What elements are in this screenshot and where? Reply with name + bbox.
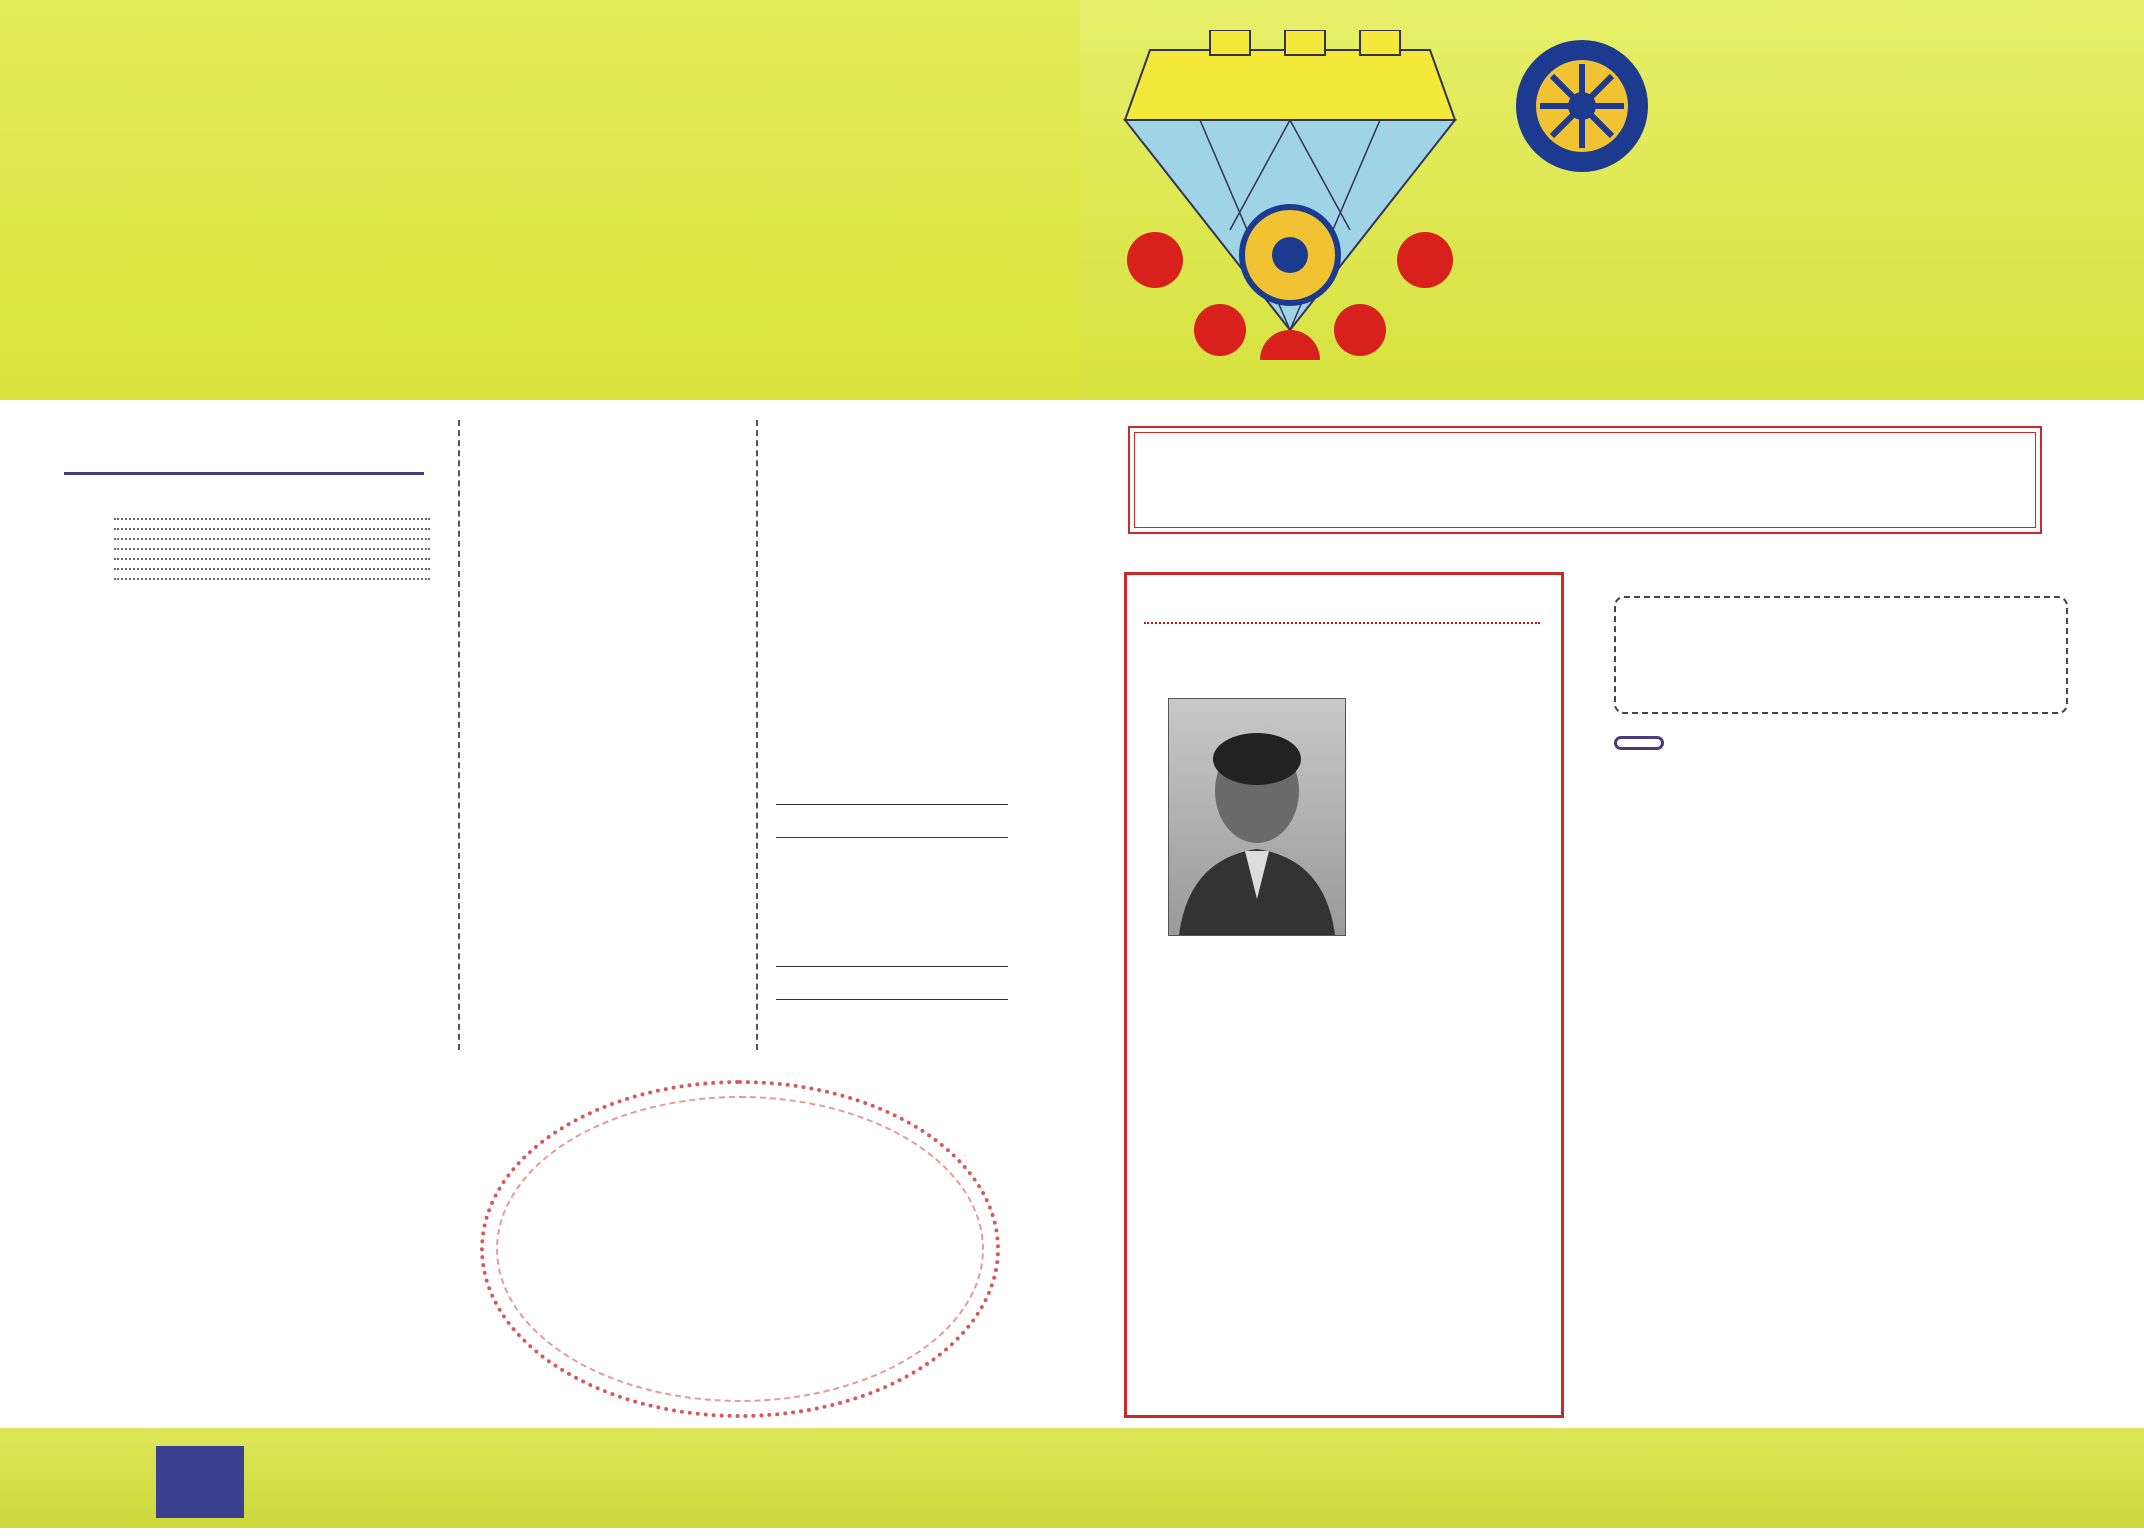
general-total xyxy=(776,837,1008,870)
donation-row xyxy=(800,612,1008,644)
donation-row xyxy=(524,930,740,962)
footer-band-right xyxy=(1080,1428,2144,1528)
birthday-doily xyxy=(480,1080,1000,1418)
donation-row xyxy=(800,934,1008,966)
donations-column xyxy=(480,418,740,962)
attendance-dots xyxy=(114,528,430,530)
donation-row xyxy=(524,610,740,642)
general-donations-list-2 xyxy=(776,420,1008,804)
member-portrait-icon xyxy=(1169,699,1345,935)
donation-row xyxy=(800,452,1008,484)
column-divider xyxy=(458,420,460,1050)
attendance-list xyxy=(64,518,434,588)
attendance-dots xyxy=(114,568,430,570)
auction-total xyxy=(480,418,740,450)
donations-column-2 xyxy=(776,420,1008,1032)
banner-inner-border xyxy=(1134,432,2036,528)
donation-row xyxy=(800,548,1008,580)
donation-row xyxy=(800,676,1008,708)
donation-row xyxy=(524,674,740,706)
shared-total xyxy=(776,999,1008,1032)
donation-row xyxy=(524,450,740,482)
donation-row xyxy=(524,802,740,834)
header-band-left xyxy=(0,0,1080,400)
donation-row xyxy=(800,644,1008,676)
slogan-rule xyxy=(1144,622,1540,624)
rotary-wheel-icon xyxy=(1512,36,1652,176)
attendance-row xyxy=(110,568,434,578)
donation-row xyxy=(800,708,1008,740)
general-donations-list xyxy=(480,450,740,962)
diamond-logo xyxy=(1110,30,1470,360)
fellowship-box xyxy=(1614,596,2068,714)
minutes-title xyxy=(1614,736,1664,750)
donation-row xyxy=(800,484,1008,516)
attendance-row xyxy=(110,578,434,588)
attendance-row xyxy=(110,558,434,568)
attendance-dots xyxy=(114,538,430,540)
attendance-dots xyxy=(114,558,430,560)
doily-inner-ring xyxy=(496,1096,984,1402)
general-subtotal xyxy=(776,804,1008,837)
celebrate-rotary-logo xyxy=(156,1446,244,1518)
shared-donations-list xyxy=(776,870,1008,966)
attendance-dots xyxy=(114,548,430,550)
donation-row xyxy=(524,898,740,930)
report-title-rule xyxy=(64,472,424,475)
attendance-dots xyxy=(114,518,430,520)
attendance-row xyxy=(110,528,434,538)
donation-row xyxy=(800,870,1008,902)
donation-row xyxy=(800,580,1008,612)
donation-row xyxy=(524,642,740,674)
donation-row xyxy=(524,546,740,578)
shared-subtotal xyxy=(776,966,1008,999)
donation-row xyxy=(800,902,1008,934)
attendance-row xyxy=(110,538,434,548)
donation-row xyxy=(524,738,740,770)
report-column xyxy=(64,518,434,588)
donation-row xyxy=(524,866,740,898)
donation-row xyxy=(524,770,740,802)
column-divider xyxy=(756,420,758,1050)
donation-row xyxy=(524,578,740,610)
attendance-row xyxy=(110,518,434,528)
member-photo xyxy=(1168,698,1346,936)
donation-row xyxy=(800,420,1008,452)
congrats-banner xyxy=(1128,426,2042,534)
donation-row xyxy=(800,740,1008,772)
attendance-row xyxy=(110,548,434,558)
donation-row xyxy=(524,514,740,546)
officers-line xyxy=(16,314,1096,340)
donation-row xyxy=(524,706,740,738)
attendance-dots xyxy=(114,578,430,580)
donation-row xyxy=(524,482,740,514)
donation-row xyxy=(800,516,1008,548)
donation-row xyxy=(800,772,1008,804)
donation-row xyxy=(524,834,740,866)
